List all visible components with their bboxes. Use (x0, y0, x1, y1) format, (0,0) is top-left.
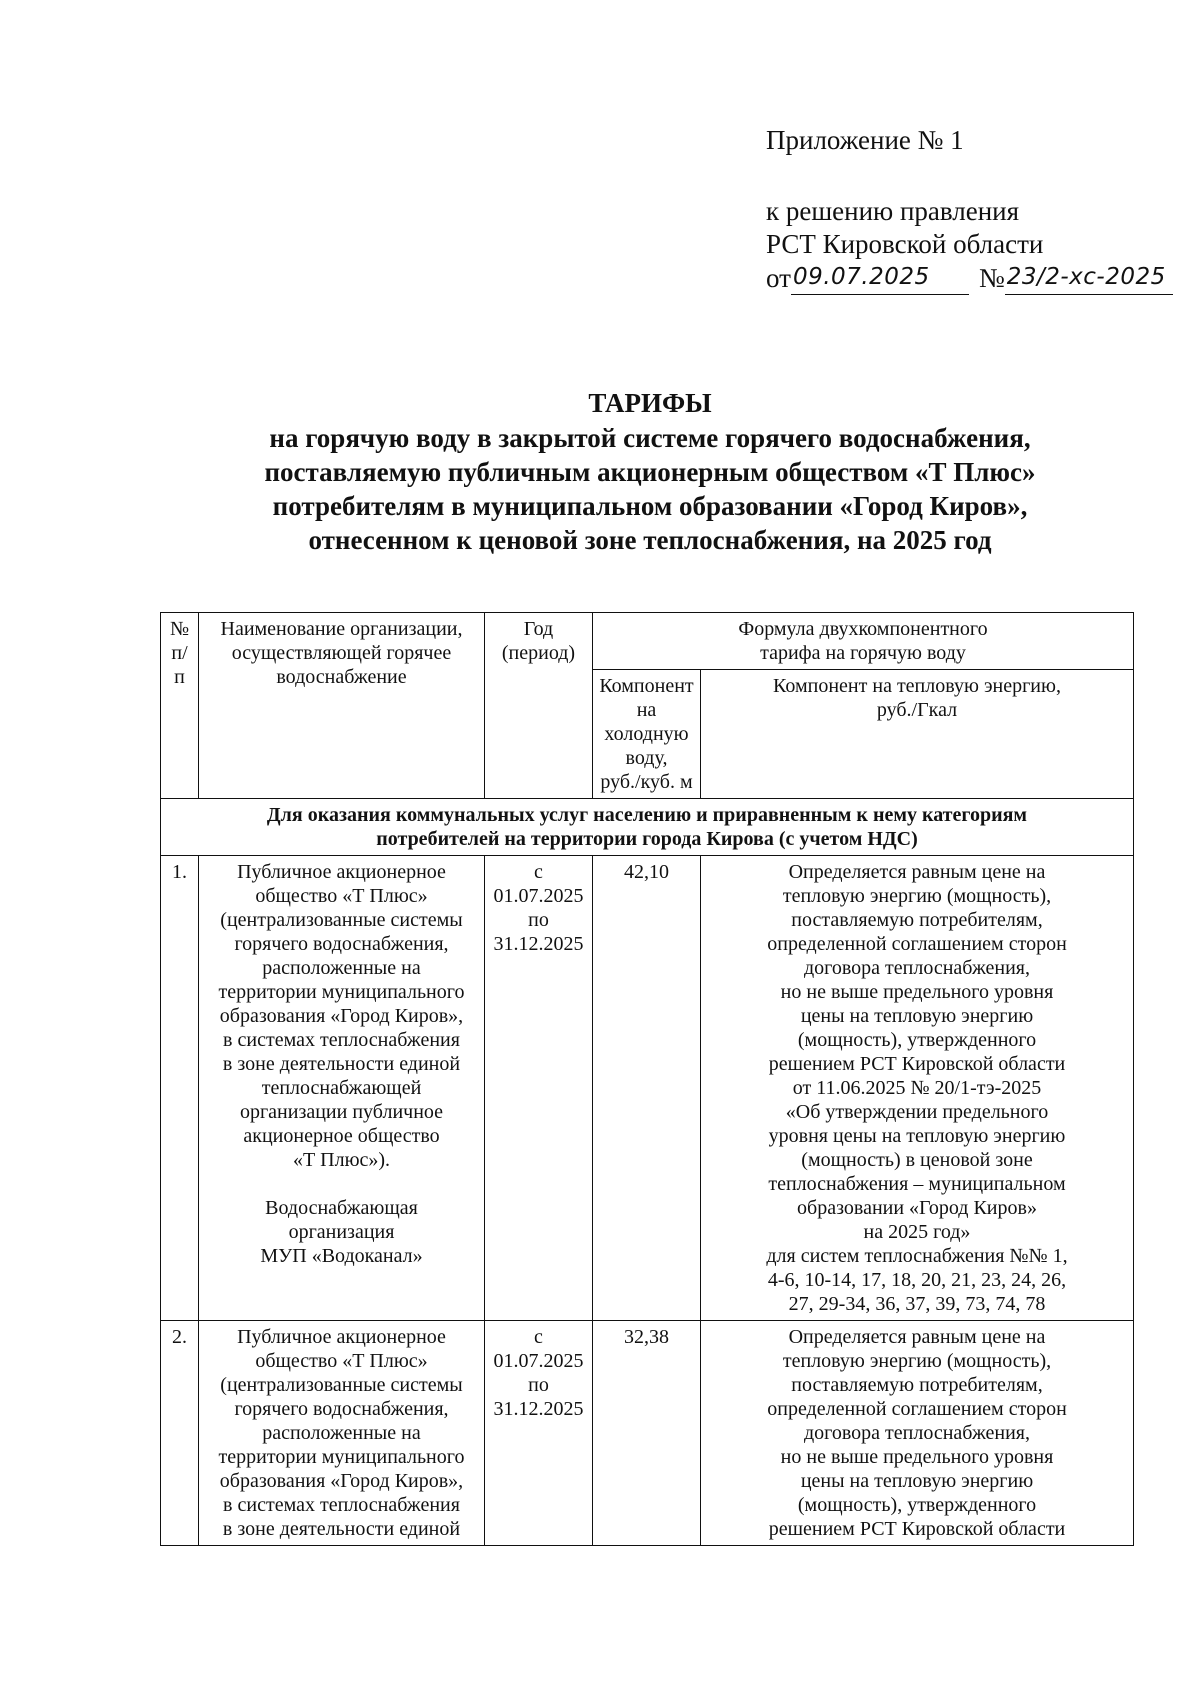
handwritten-number: 23/2-хс-2025 (1005, 261, 1173, 295)
row-period: с 01.07.2025 по 31.12.2025 (485, 1321, 593, 1546)
appendix-signature-line (766, 261, 1173, 295)
section-title: Для оказания коммунальных услуг населению и приравненным к нему категориям потребителей на территории города Кирова (с учетом НДС) (161, 799, 1134, 856)
title-line-2: поставляемую публичным акционерным обществом «Т Плюс» (264, 457, 1036, 487)
title-line-4: отнесенном к ценовой зоне теплоснабжения, на 2025 год (308, 525, 992, 555)
row-organization: Публичное акционерное общество «Т Плюс» (централизованные системы горячего водоснабжения, расположенные на территории муниципального образования «Город Киров», в системах теплоснабжения в зоне деятельности единой теплоснабжающей организации публичное акционерное общество «Т Плюс»). Водоснабжающая организация МУП «Водоканал» (199, 856, 485, 1321)
document-title (110, 386, 1190, 557)
header-cold-component: Компонент на холодную воду, руб./куб. м (593, 670, 701, 799)
appendix-line-authority: РСТ Кировской области (766, 229, 1044, 259)
header-heat-component: Компонент на тепловую энергию, руб./Гкал (701, 670, 1134, 799)
appendix-title: Приложение № 1 (766, 125, 964, 155)
row-organization: Публичное акционерное общество «Т Плюс» (централизованные системы горячего водоснабжения, расположенные на территории муниципального образования «Город Киров», в системах теплоснабжения в зоне деятельности единой (199, 1321, 485, 1546)
date-prefix: от (766, 263, 791, 293)
row-period: с 01.07.2025 по 31.12.2025 (485, 856, 593, 1321)
row-heat-value: Определяется равным цене на тепловую энергию (мощность), поставляемую потребителям, определенной соглашением сторон договора теплоснабжения, но не выше предельного уровня цены на тепловую энергию (мощность), утвержденного решением РСТ Кировской области (701, 1321, 1134, 1546)
appendix-block (766, 124, 1173, 295)
row-heat-value: Определяется равным цене на тепловую энергию (мощность), поставляемую потребителям, определенной соглашением сторон договора теплоснабжения, но не выше предельного уровня цены на тепловую энергию (мощность), утвержденного решением РСТ Кировской области от 11.06.2025 № 20/1-тэ-2025 «Об утверждении предельного уровня цены на тепловую энергию (мощность) в ценовой зоне теплоснабжения – муниципальном образовании «Город Киров» на 2025 год» для систем теплоснабжения №№ 1, 4-6, 10-14, 17, 18, 20, 21, 23, 24, 26, 27, 29-34, 36, 37, 39, 73, 74, 78 (701, 856, 1134, 1321)
section-row (161, 799, 1134, 856)
table-row (161, 1321, 1134, 1546)
number-prefix: № (978, 263, 1005, 293)
header-num: № п/п (161, 613, 199, 799)
header-row (161, 613, 1134, 670)
tariffs-table (160, 612, 1134, 1546)
table-row (161, 856, 1134, 1321)
header-formula: Формула двухкомпонентного тарифа на горячую воду (593, 613, 1134, 670)
title-main: ТАРИФЫ (588, 388, 712, 418)
row-cold-value: 42,10 (593, 856, 701, 1321)
row-cold-value: 32,38 (593, 1321, 701, 1546)
header-period: Год (период) (485, 613, 593, 799)
title-line-3: потребителям в муниципальном образовании «Город Киров», (272, 491, 1028, 521)
row-number: 1. (161, 856, 199, 1321)
header-organization: Наименование организации, осуществляющей горячее водоснабжение (199, 613, 485, 799)
title-line-1: на горячую воду в закрытой системе горячего водоснабжения, (269, 423, 1031, 453)
appendix-line-decision: к решению правления (766, 196, 1020, 226)
handwritten-date: 09.07.2025 (791, 261, 969, 295)
row-number: 2. (161, 1321, 199, 1546)
